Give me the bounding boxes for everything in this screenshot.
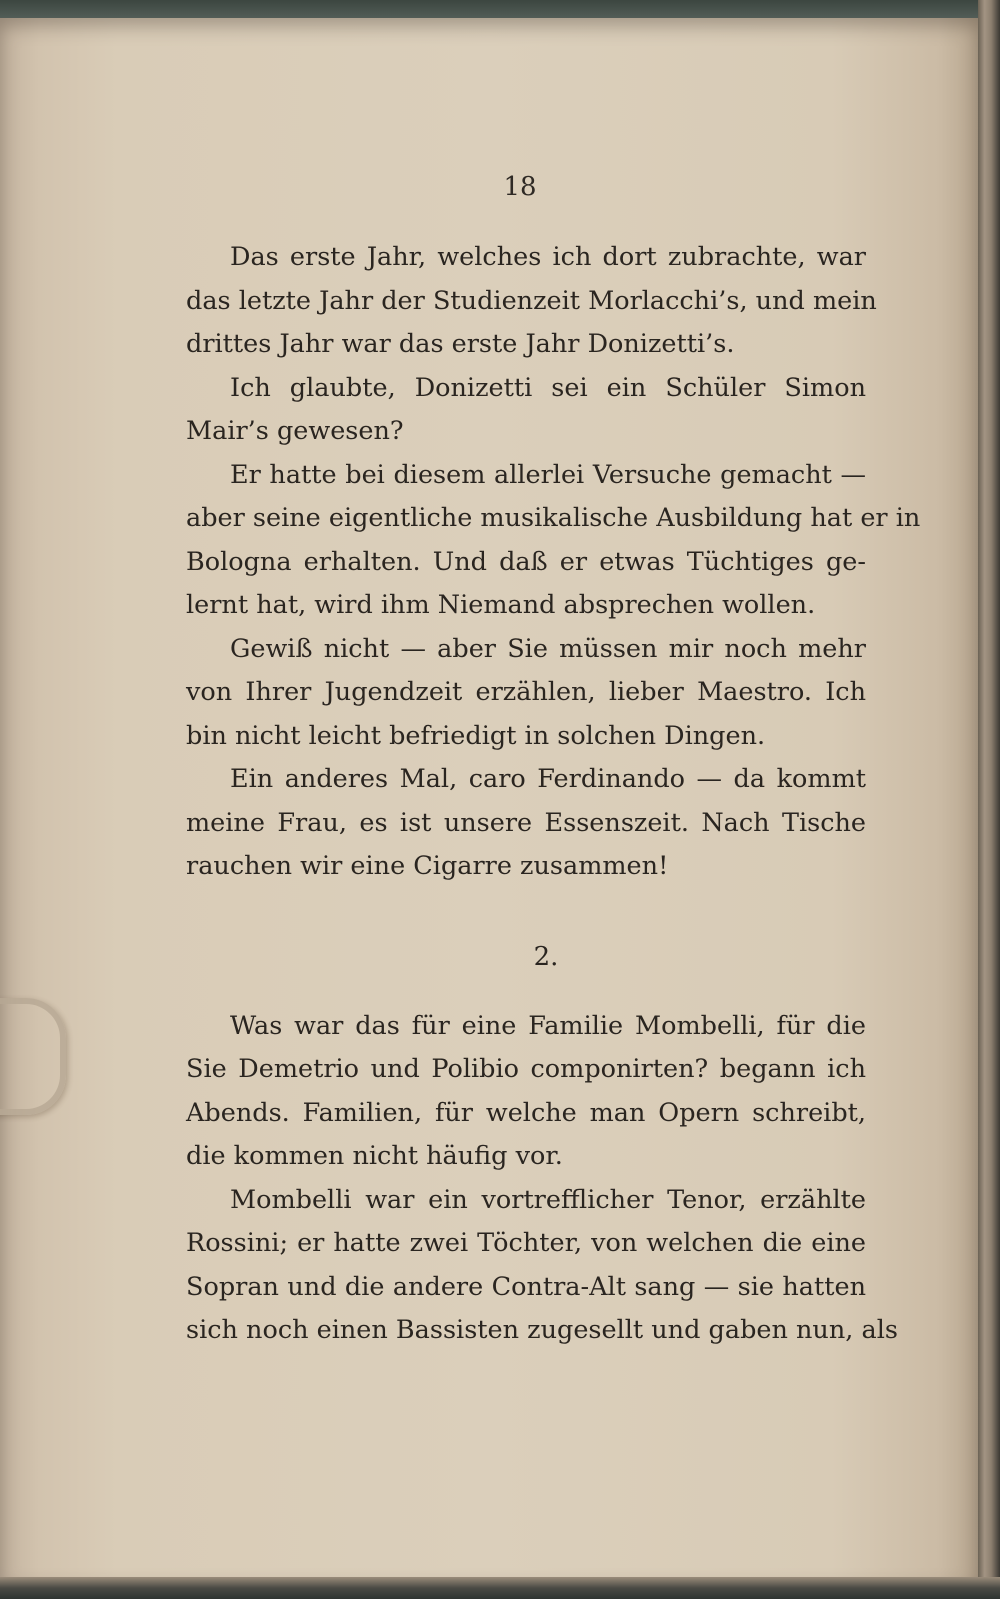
text-line: Das erste Jahr, welches ich dort zubrachte, war: [230, 242, 866, 272]
text-line: Mombelli war ein vortrefflicher Tenor, erzählte: [230, 1184, 866, 1215]
text-line: lernt hat, wird ihm Niemand absprechen wollen.: [186, 590, 816, 620]
body-text: [186, 236, 921, 1353]
book-bottom-edge: [0, 1577, 1000, 1599]
text-line: Rossini; er hatte zwei Töchter, von welchen die eine: [186, 1228, 866, 1258]
text-line: aber seine eigentliche musikalische Ausbildung hat er in: [186, 503, 921, 533]
text-line: Er hatte bei diesem allerlei Versuche gemacht —: [230, 459, 866, 490]
text-line: Mair’s gewesen?: [186, 416, 404, 446]
text-line: bin nicht leicht befriedigt in solchen Dingen.: [186, 720, 766, 751]
text-line: die kommen nicht häufig vor.: [186, 1141, 563, 1171]
text-line: Bologna erhalten. Und daß er etwas Tüchtiges ge-: [186, 546, 866, 577]
text-line: Was war das für eine Familie Mombelli, für die: [230, 1010, 866, 1041]
text-line: rauchen wir eine Cigarre zusammen!: [186, 851, 669, 881]
text-line: Sie Demetrio und Polibio componirten? begann ich: [186, 1054, 866, 1084]
page-stack-edge: [978, 0, 1000, 1599]
text-line: Gewiß nicht — aber Sie müssen mir noch mehr: [230, 633, 866, 664]
text-line: das letzte Jahr der Studienzeit Morlacchi’s, und mein: [186, 285, 877, 316]
text-line: von Ihrer Jugendzeit erzählen, lieber Maestro. Ich: [186, 677, 866, 707]
text-line: Ein anderes Mal, caro Ferdinando — da kommt: [230, 764, 866, 794]
page-clip-shadow: [0, 998, 66, 1115]
text-line: Sopran und die andere Contra-Alt sang — sie hatten: [186, 1271, 866, 1302]
section-2: [186, 1005, 898, 1353]
text-line: meine Frau, es ist unsere Essenszeit. Nach Tische: [186, 807, 866, 838]
text-line: drittes Jahr war das erste Jahr Donizetti’s.: [186, 329, 735, 359]
text-line: Abends. Familien, für welche man Opern schreibt,: [186, 1097, 866, 1128]
page-number: 18: [503, 172, 537, 202]
text-line: sich noch einen Bassisten zugesellt und gaben nun, als: [186, 1315, 898, 1345]
section-1: [186, 236, 921, 889]
text-line: Ich glaubte, Donizetti sei ein Schüler Simon: [230, 372, 866, 403]
section-number: 2.: [533, 941, 559, 972]
